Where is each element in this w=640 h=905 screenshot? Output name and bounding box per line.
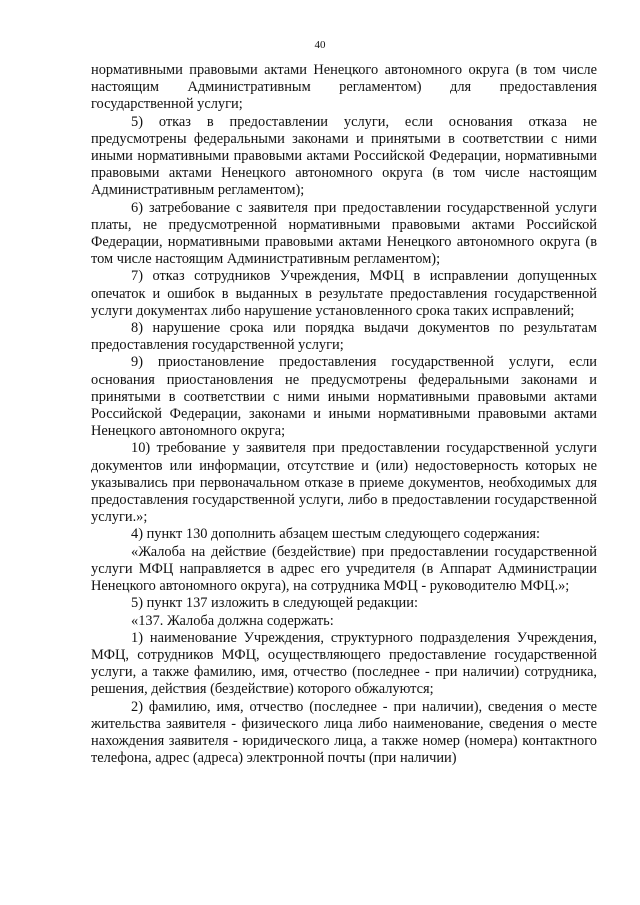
paragraph-item-5: 5) отказ в предоставлении услуги, если основания отказа не предусмотрены федеральными законами и принятыми в соответствии с ними иными нормативными правовыми актами Российской Федерации, нормативными правовыми актами Ненецкого автономного округа (в том числе настоящим Административным регламентом);: [91, 113, 597, 199]
paragraph-clause-137-item-1: 1) наименование Учреждения, структурного подразделения Учреждения, МФЦ, сотрудников МФЦ, осуществляющего предоставление государственной услуги, а также фамилию, имя, отчество (последнее - при наличии) сотрудника, решения, действия (бездействие) которого обжалуются;: [91, 629, 597, 698]
paragraph-item-10: 10) требование у заявителя при предоставлении государственной услуги документов или информации, отсутствие и (или) недостоверность которых не указывались при первоначальном отказе в приеме документов, необходимых для предоставления государственной услуги, либо в предоставлении государственной услуги.»;: [91, 440, 597, 526]
paragraph-clause-137-item-2: 2) фамилию, имя, отчество (последнее - при наличии), сведения о месте жительства заявителя - физического лица либо наименование, сведения о месте нахождения заявителя - юридического лица, а также номер (номера) контактного телефона, адрес (адреса) электронной почты (при наличии): [91, 698, 597, 767]
paragraph-amendment-5: 5) пункт 137 изложить в следующей редакции:: [131, 595, 418, 612]
paragraph-item-8: 8) нарушение срока или порядка выдачи документов по результатам предоставления государственной услуги;: [91, 320, 597, 354]
paragraph-item-9: 9) приостановление предоставления государственной услуги, если основания приостановления не предусмотрены федеральными законами и принятыми в соответствии с ними иными нормативными правовыми актами Российской Федерации, законами и иными нормативными правовыми актами Ненецкого автономного округа;: [91, 354, 597, 440]
page-number: 40: [314, 39, 326, 51]
paragraph-amendment-4: 4) пункт 130 дополнить абзацем шестым следующего содержания:: [131, 526, 541, 543]
document-body: [91, 62, 597, 767]
paragraph-item-6: 6) затребование с заявителя при предоставлении государственной услуги платы, не предусмотренной нормативными правовыми актами Российской Федерации, нормативными правовыми актами Ненецкого автономного округа (в том числе настоящим Административным регламентом);: [91, 199, 597, 268]
paragraph-quote-complaint: «Жалоба на действие (бездействие) при предоставлении государственной услуги МФЦ направляется в адрес его учредителя (в Аппарат Администрации Ненецкого автономного округа), на сотрудника МФЦ - руководителю МФЦ.»;: [91, 543, 597, 595]
paragraph-continuation: нормативными правовыми актами Ненецкого автономного округа (в том числе настоящим Административным регламентом) для предоставления государственной услуги;: [91, 62, 597, 113]
paragraph-clause-137: «137. Жалоба должна содержать:: [131, 612, 334, 629]
paragraph-item-7: 7) отказ сотрудников Учреждения, МФЦ в исправлении допущенных опечаток и ошибок в выданных в результате предоставления государственной услуги документах либо нарушение установленного срока таких исправлений;: [91, 268, 597, 319]
